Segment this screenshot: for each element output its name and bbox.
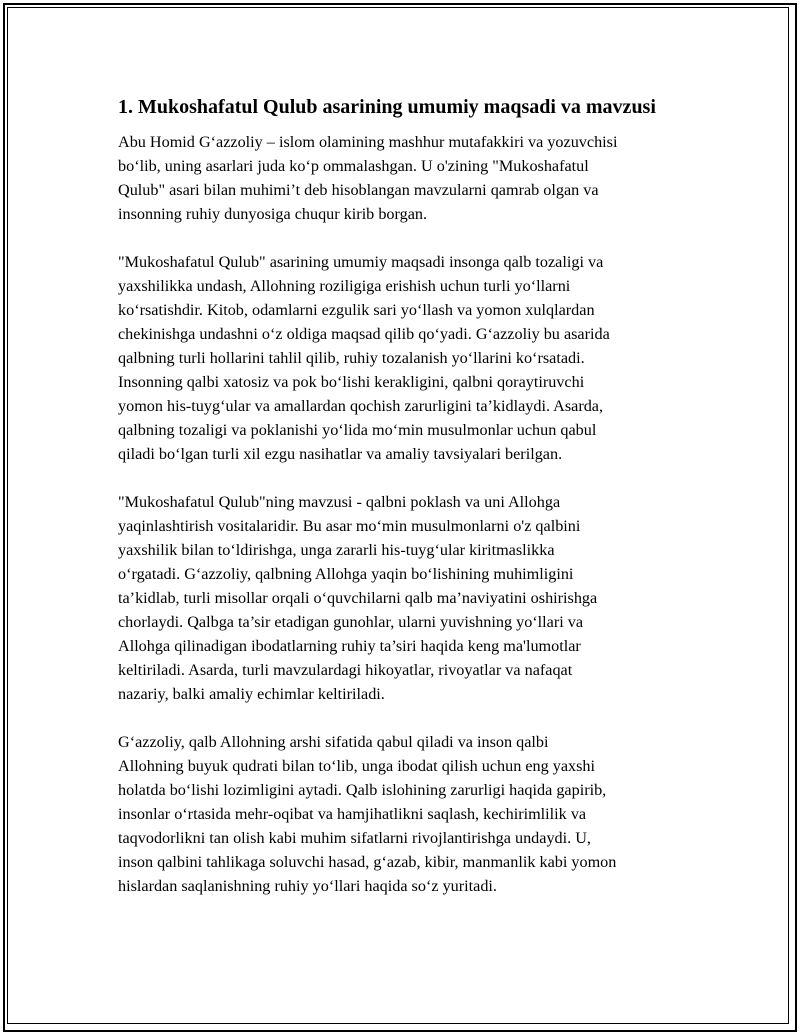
text-line: qalbning turli hollarini tahlil qilib, ruhiy tozalanish yo‘llarini ko‘rsatadi. (118, 349, 585, 367)
paragraph-theme (118, 490, 708, 706)
text-line: Abu Homid G‘azzoliy – islom olamining mashhur mutafakkiri va yozuvchisi (118, 133, 618, 151)
text-line: holatda bo‘lishi lozimligini aytadi. Qalb islohining zarurligi haqida gapirib, (118, 781, 607, 799)
text-line: hislardan saqlanishning ruhiy yo‘llari haqida so‘z yuritadi. (118, 877, 497, 895)
paragraph-purpose (118, 250, 708, 466)
paragraph-heart (118, 730, 708, 898)
text-line: "Mukoshafatul Qulub" asarining umumiy maqsadi insonga qalb tozaligi va (118, 253, 604, 271)
text-line: taqvodorlikni tan olish kabi muhim sifatlarni rivojlantirishga undaydi. U, (118, 829, 591, 847)
text-line: Allohga qilinadigan ibodatlarning ruhiy ta’siri haqida keng ma'lumotlar (118, 637, 581, 655)
text-line: Allohning buyuk qudrati bilan to‘lib, unga ibodat qilish uchun eng yaxshi (118, 757, 596, 775)
text-line: yomon his-tuyg‘ular va amallardan qochish zarurligini ta’kidlaydi. Asarda, (118, 397, 604, 415)
text-line: o‘rgatadi. G‘azzoliy, qalbning Allohga yaqin bo‘lishining muhimligini (118, 565, 574, 583)
text-line: ta’kidlab, turli misollar orqali o‘quvchilarni qalb ma’naviyatini oshirishga (118, 589, 598, 607)
text-line: "Mukoshafatul Qulub"ning mavzusi - qalbni poklash va uni Allohga (118, 493, 561, 511)
paragraph-intro (118, 130, 708, 226)
text-line: ko‘rsatishdir. Kitob, odamlarni ezgulik sari yo‘llash va yomon xulqlardan (118, 301, 595, 319)
text-line: yaxshilikka undash, Allohning roziligiga erishish uchun turli yo‘llarni (118, 277, 571, 295)
text-line: chorlaydi. Qalbga ta’sir etadigan gunohlar, ularni yuvishning yo‘llari va (118, 613, 584, 631)
text-line: inson qalbini tahlikaga soluvchi hasad, g‘azab, kibir, manmanlik kabi yomon (118, 853, 617, 871)
text-line: G‘azzoliy, qalb Allohning arshi sifatida qabul qiladi va inson qalbi (118, 733, 549, 751)
section-heading: 1. Mukoshafatul Qulub asarining umumiy maqsadi va mavzusi (118, 96, 656, 118)
text-line: qiladi bo‘lgan turli xil ezgu nasihatlar va amaliy tavsiyalari berilgan. (118, 445, 563, 463)
text-line: qalbning tozaligi va poklanishi yo‘lida mo‘min musulmonlar uchun qabul (118, 421, 597, 439)
text-line: insonlar o‘rtasida mehr-oqibat va hamjihatlikni saqlash, kechirimlilik va (118, 805, 587, 823)
text-line: yaqinlashtirish vositalaridir. Bu asar mo‘min musulmonlarni o'z qalbini (118, 517, 581, 535)
text-line: insonning ruhiy dunyosiga chuqur kirib borgan. (118, 205, 428, 223)
text-line: nazariy, balki amaliy echimlar keltiriladi. (118, 685, 385, 703)
text-line: chekinishga undashni o‘z oldiga maqsad qilib qo‘yadi. G‘azzoliy bu asarida (118, 325, 610, 343)
text-line: keltiriladi. Asarda, turli mavzulardagi hikoyatlar, rivoyatlar va nafaqat (118, 661, 573, 679)
text-line: yaxshilik bilan to‘ldirishga, unga zararli his-tuyg‘ular kiritmaslikka (118, 541, 555, 559)
text-line: bo‘lib, uning asarlari juda ko‘p ommalashgan. U o'zining "Mukoshafatul (118, 157, 589, 175)
text-line: Qulub" asari bilan muhimi’t deb hisoblangan mavzularni qamrab olgan va (118, 181, 599, 199)
document-body (118, 94, 708, 922)
text-line: Insonning qalbi xatosiz va pok bo‘lishi kerakligini, qalbni qoraytiruvchi (118, 373, 585, 391)
